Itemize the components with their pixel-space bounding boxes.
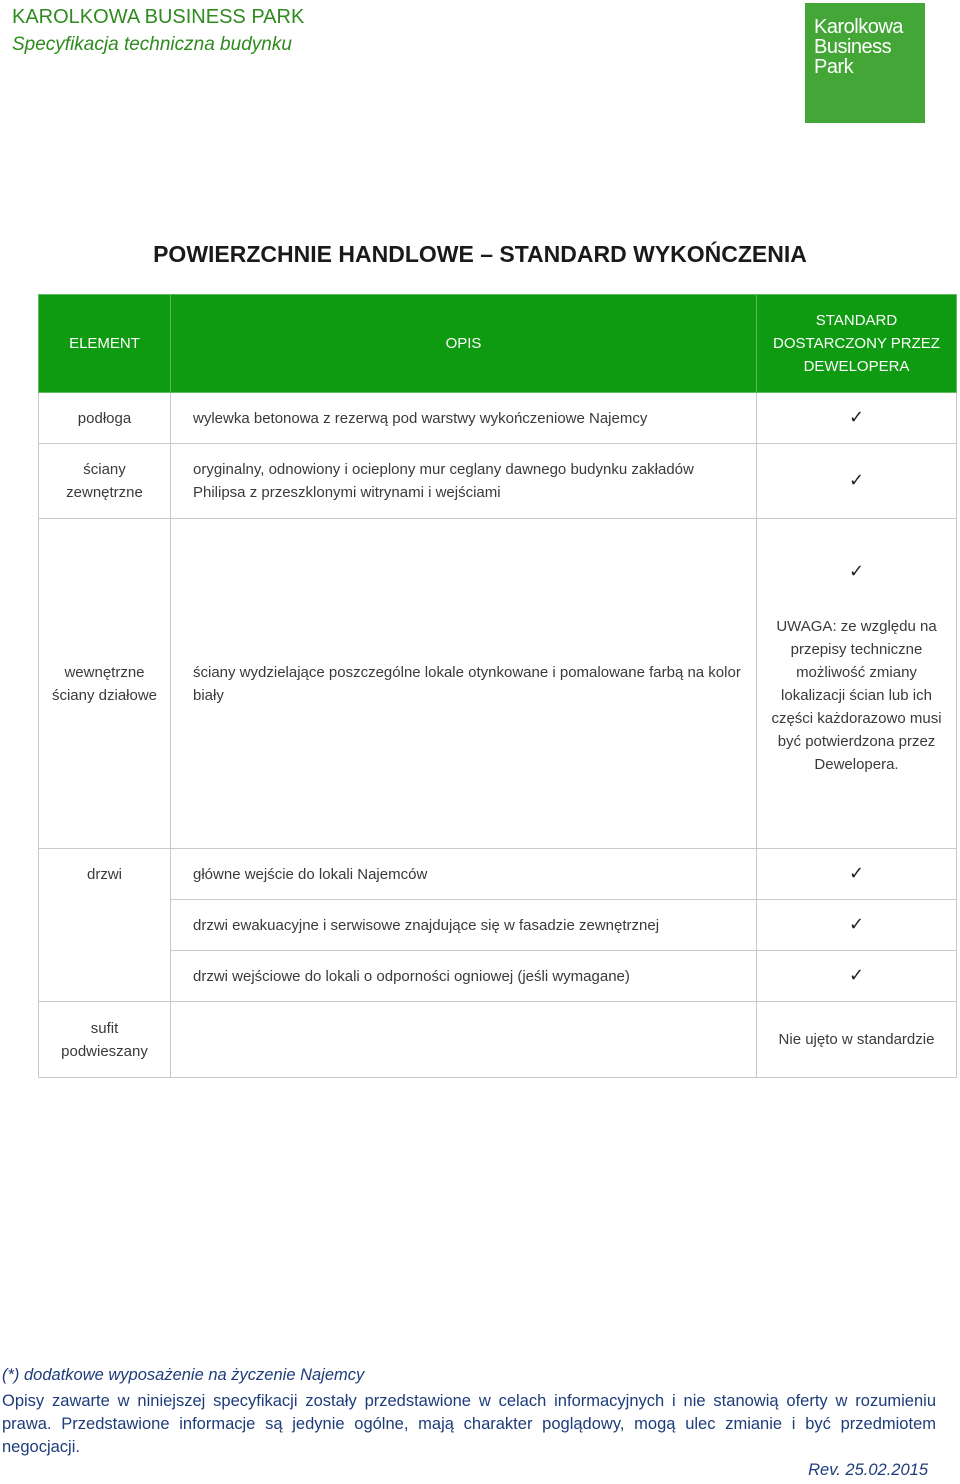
footnote: (*) dodatkowe wyposażenie na życzenie Najemcy <box>2 1366 365 1384</box>
header-opis: OPIS <box>171 295 757 393</box>
row-element: wewnętrzne ściany działowe <box>39 519 171 849</box>
disclaimer-text: Opisy zawarte w niniejszej specyfikacji zostały przedstawione w celach informacyjnych i nie stanowią oferty w rozumieniu prawa. Przedstawione informacje są jedynie ogólne, mają charakter poglądowy, mogą ulec zmianie i być przedmiotem negocjacji. <box>2 1392 936 1456</box>
row-element: sufit podwieszany <box>39 1002 171 1078</box>
check-icon: ✓ <box>848 863 865 883</box>
row-standard: Nie ujęto w standardzie <box>757 1002 957 1078</box>
check-icon: ✓ <box>848 407 865 427</box>
row-standard <box>757 900 957 951</box>
table-row <box>39 444 957 519</box>
header-subtitle: Specyfikacja techniczna budynku <box>12 34 292 55</box>
row-standard <box>757 393 957 444</box>
row-standard <box>757 849 957 900</box>
table-row <box>39 951 957 1002</box>
table-row <box>39 393 957 444</box>
row-description: oryginalny, odnowiony i ocieplony mur ceglany dawnego budynku zakładów Philipsa z przeszklonymi witrynami i wejściami <box>171 444 757 519</box>
row-element: ściany zewnętrzne <box>39 444 171 519</box>
check-icon: ✓ <box>848 470 865 490</box>
revision-date: Rev. 25.02.2015 <box>808 1461 928 1479</box>
header-standard: STANDARD DOSTARCZONY PRZEZ DEWELOPERA <box>757 295 957 393</box>
row-description: wylewka betonowa z rezerwą pod warstwy wykończeniowe Najemcy <box>171 393 757 444</box>
check-icon: ✓ <box>848 914 865 934</box>
table-row <box>39 849 957 900</box>
table-row <box>39 519 957 849</box>
table-row <box>39 900 957 951</box>
specification-table <box>38 294 957 1078</box>
header-element: ELEMENT <box>39 295 171 393</box>
row-description <box>171 1002 757 1078</box>
document-title: POWIERZCHNIE HANDLOWE – STANDARD WYKOŃCZENIA <box>153 241 807 267</box>
row-description: drzwi ewakuacyjne i serwisowe znajdujące się w fasadzie zewnętrznej <box>171 900 757 951</box>
row-description: główne wejście do lokali Najemców <box>171 849 757 900</box>
logo-line: Park <box>814 56 854 78</box>
logo-line: Karolkowa <box>814 16 903 38</box>
row-element: drzwi <box>39 849 171 1002</box>
row-standard <box>757 519 957 849</box>
row-standard <box>757 444 957 519</box>
logo-line: Business <box>814 36 892 58</box>
check-icon: ✓ <box>848 965 865 985</box>
row-description: ściany wydzielające poszczególne lokale otynkowane i pomalowane farbą na kolor biały <box>171 519 757 849</box>
row-description: drzwi wejściowe do lokali o odporności ogniowej (jeśli wymagane) <box>171 951 757 1002</box>
row-standard <box>757 951 957 1002</box>
check-icon: ✓ <box>848 560 865 581</box>
row-element: podłoga <box>39 393 171 444</box>
table-header-row <box>39 295 957 393</box>
header-title: KAROLKOWA BUSINESS PARK <box>12 6 305 28</box>
table-row <box>39 1002 957 1078</box>
standard-note: UWAGA: ze względu na przepisy techniczne możliwość zmiany lokalizacji ścian lub ich części każdorazowo musi być potwierdzona przez Dewelopera. <box>771 617 942 773</box>
company-logo <box>805 3 925 123</box>
